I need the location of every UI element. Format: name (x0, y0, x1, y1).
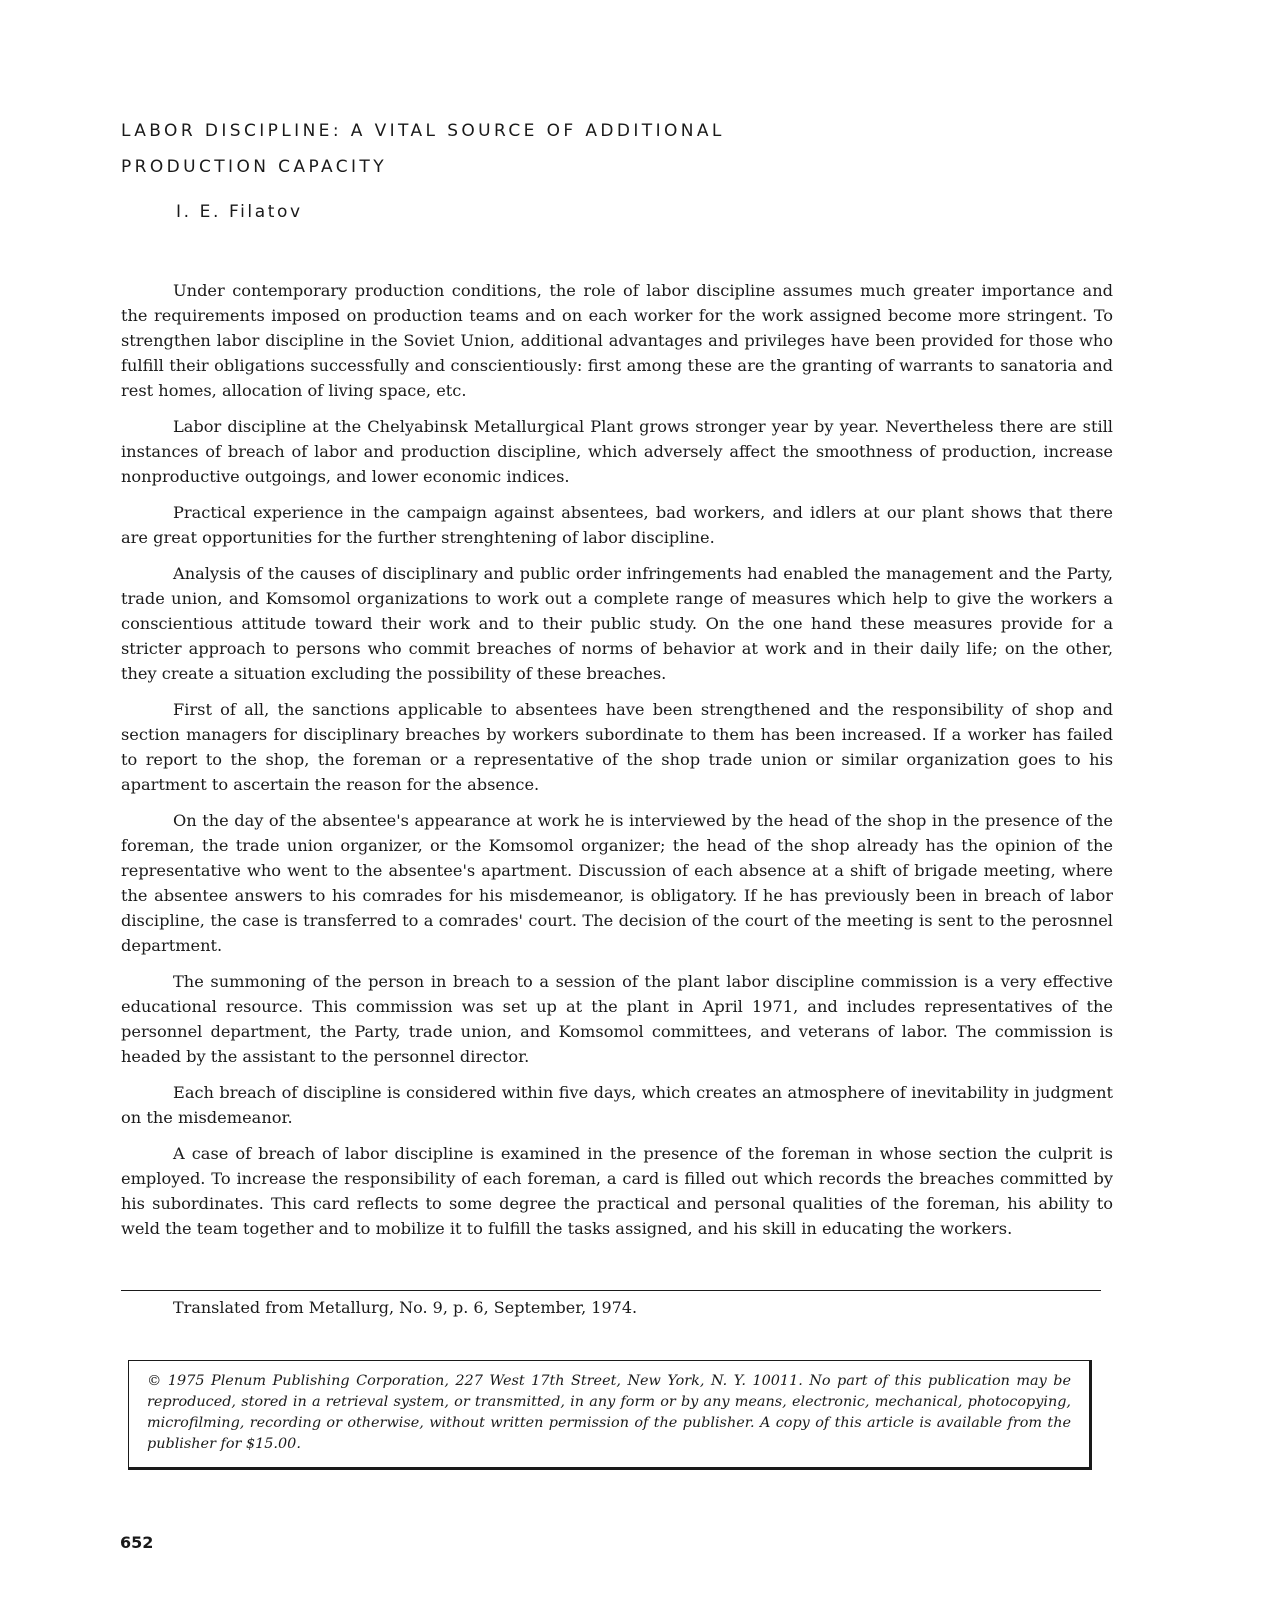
translation-source-note: Translated from Metallurg, No. 9, p. 6, September, 1974. (173, 1298, 638, 1317)
article-title-line-2: PRODUCTION CAPACITY (121, 157, 387, 177)
author-name: I. E. Filatov (176, 202, 303, 222)
paragraph-9: A case of breach of labor discipline is examined in the presence of the foreman in whose section the culprit is employed. To increase the responsibility of each foreman, a card is filled out which records the breaches committed by his subordinates. This card reflects to some degree the practical and personal qualities of the foreman, his ability to weld the team together and to mobilize it to fulfill the tasks assigned, and his skill in educating the workers. (121, 1144, 1113, 1238)
paragraph-1: Under contemporary production conditions, the role of labor discipline assumes much greater importance and the requirements imposed on production teams and on each worker for the work assigned become more stringent. To strengthen labor discipline in the Soviet Union, additional advantages and privileges have been provided for those who fulfill their obligations successfully and conscientiously: first among these are the granting of warrants to sanatoria and rest homes, allocation of living space, etc. (121, 281, 1113, 400)
copyright-notice: © 1975 Plenum Publishing Corporation, 227 West 17th Street, New York, N. Y. 10011. No part of this publication may be reproduced, stored in a retrieval system, or transmitted, in any form or by any means, electronic, mechanical, photocopying, microfilming, recording or otherwise, without written permission of the publisher. A copy of this article is available from the publisher for $15.00. (128, 1360, 1092, 1470)
paragraph-5: First of all, the sanctions applicable to absentees have been strengthened and the responsibility of shop and section managers for disciplinary breaches by workers subordinate to them has been increased. If a worker has failed to report to the shop, the foreman or a representative of the shop trade union or similar organization goes to his apartment to ascertain the reason for the absence. (121, 700, 1113, 794)
paragraph-4: Analysis of the causes of disciplinary and public order infringements had enabled the management and the Party, trade union, and Komsomol organizations to work out a complete range of measures which help to give the workers a conscientious attitude toward their work and to their public study. On the one hand these measures provide for a stricter approach to persons who commit breaches of norms of behavior at work and in their daily life; on the other, they create a situation excluding the possibility of these breaches. (121, 564, 1113, 683)
paragraph-7: The summoning of the person in breach to a session of the plant labor discipline commission is a very effective educational resource. This commission was set up at the plant in April 1971, and includes representatives of the personnel department, the Party, trade union, and Komsomol committees, and veterans of labor. The commission is headed by the assistant to the personnel director. (121, 972, 1113, 1066)
footnote-divider (121, 1290, 1101, 1291)
paragraph-3: Practical experience in the campaign against absentees, bad workers, and idlers at our plant shows that there are great opportunities for the further strenghtening of labor discipline. (121, 503, 1113, 547)
paragraph-6: On the day of the absentee's appearance at work he is interviewed by the head of the shop in the presence of the foreman, the trade union organizer, or the Komsomol organizer; the head of the shop already has the opinion of the representative who went to the absentee's apartment. Discussion of each absence at a shift of brigade meeting, where the absentee answers to his comrades for his misdemeanor, is obligatory. If he has previously been in breach of labor discipline, the case is transferred to a comrades' court. The decision of the court of the meeting is sent to the perosnnel department. (121, 811, 1113, 955)
paragraph-8: Each breach of discipline is considered within five days, which creates an atmosphere of inevitability in judgment on the misdemeanor. (121, 1083, 1113, 1127)
article-title-line-1: LABOR DISCIPLINE: A VITAL SOURCE OF ADDITIONAL (121, 121, 725, 141)
article-title (121, 113, 1021, 185)
page-number: 652 (120, 1533, 154, 1552)
paragraph-2: Labor discipline at the Chelyabinsk Metallurgical Plant grows stronger year by year. Nevertheless there are still instances of breach of labor and production discipline, which adversely affect the smoothness of production, increase nonproductive outgoings, and lower economic indices. (121, 417, 1113, 486)
article-body (121, 278, 1113, 1252)
